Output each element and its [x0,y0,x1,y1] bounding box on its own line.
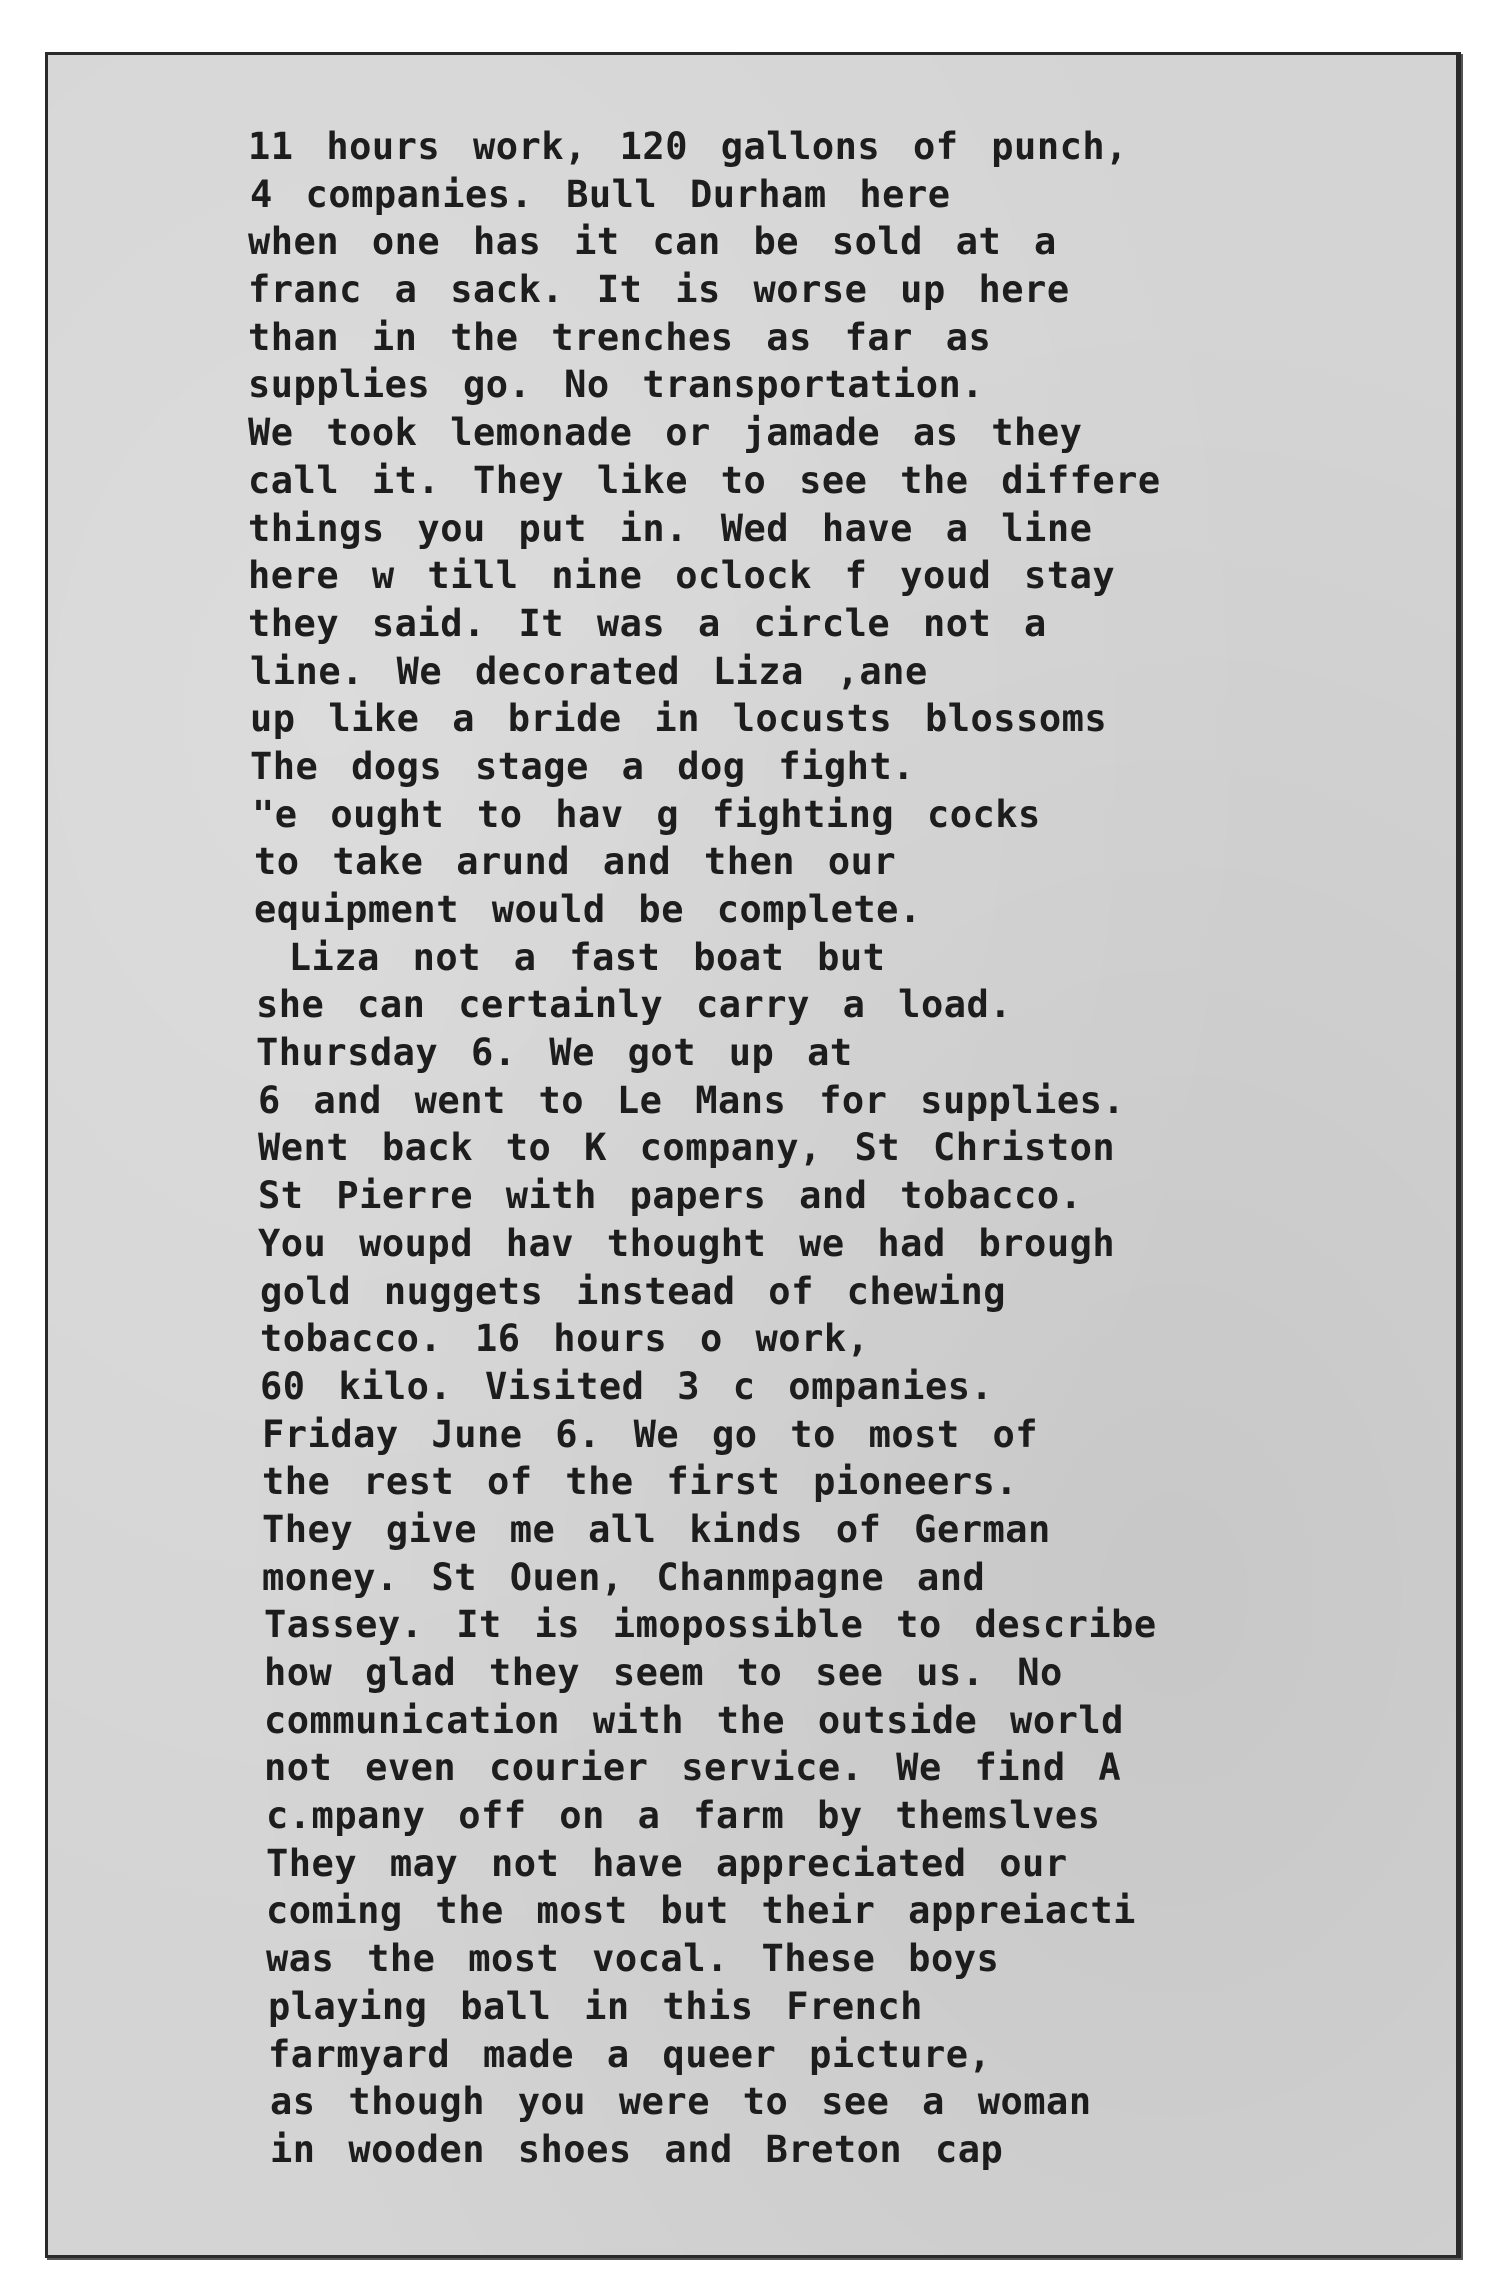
text-line: up like a bride in locusts blossoms [250,697,1108,741]
text-line: tobacco. 16 hours o work, [260,1317,870,1361]
text-line: not even courier service. We find A [264,1746,1122,1790]
text-line: as though you were to see a woman [270,2080,1092,2124]
text-line: line. We decorated Liza ,ane [250,649,928,693]
text-line: franc a sack. It is worse up here [248,268,1070,312]
text-line: Friday June 6. We go to most of [262,1412,1039,1456]
text-line: The dogs stage a dog fight. [250,744,915,788]
text-line: Thursday 6. We got up at [256,1031,853,1075]
text-line: They give me all kinds of German [262,1507,1051,1551]
text-line: 4 companies. Bull Durham here [250,172,951,216]
page-text [248,123,1448,2174]
text-line: was the most vocal. These boys [266,1937,1000,1981]
text-line: farmyard made a queer picture, [268,2032,992,2076]
text-line: in wooden shoes and Breton cap [270,2127,1004,2171]
text-line: than in the trenches as far as [248,315,992,359]
text-line: the rest of the first pioneers. [262,1460,1019,1504]
text-line: You woupd hav thought we had brough [258,1221,1116,1265]
text-line: playing ball in this French [268,1984,923,2028]
text-line: equipment would be complete. [254,888,922,931]
text-line: she can certainly carry a load. [256,983,1013,1027]
text-line: things you put in. Wed have a line [248,506,1093,550]
text-line: St Pierre with papers and tobacco. [258,1174,1083,1218]
text-line: 11 hours work, 120 gallons of punch, [248,125,1128,168]
text-line: supplies go. No transportation. [248,363,985,407]
text-line: Went back to K company, St Christon [258,1126,1116,1170]
text-line: 60 kilo. Visited 3 c ompanies. [260,1364,994,1408]
text-line: money. St Ouen, Chanmpagne and [262,1555,986,1599]
text-line: when one has it can be sold at a [248,220,1057,264]
text-line: Tassey. It is imopossible to describe [264,1603,1157,1647]
typewritten-page [45,52,1461,2258]
text-line: communication with the outside world [264,1698,1124,1742]
text-line: they said. It was a circle not a [248,601,1047,645]
text-line: how glad they seem to see us. No [264,1651,1063,1694]
text-line: c.mpany off on a farm by themslves [266,1794,1101,1838]
text-line: "e ought to hav g fighting cocks [252,792,1041,836]
text-line: here w till nine oclock f youd stay [248,554,1116,598]
text-line: to take arund and then our [254,840,897,884]
text-line: They may not have appreciated our [266,1841,1068,1885]
text-line: coming the most but their appreiacti [266,1889,1136,1933]
text-line: 6 and went to Le Mans for supplies. [258,1078,1126,1122]
text-line: Liza not a fast boat but [256,935,886,979]
text-line: gold nuggets instead of chewing [260,1269,1007,1313]
text-line: call it. They like to see the differe [248,458,1161,502]
text-line: We took lemonade or jamade as they [248,411,1083,455]
